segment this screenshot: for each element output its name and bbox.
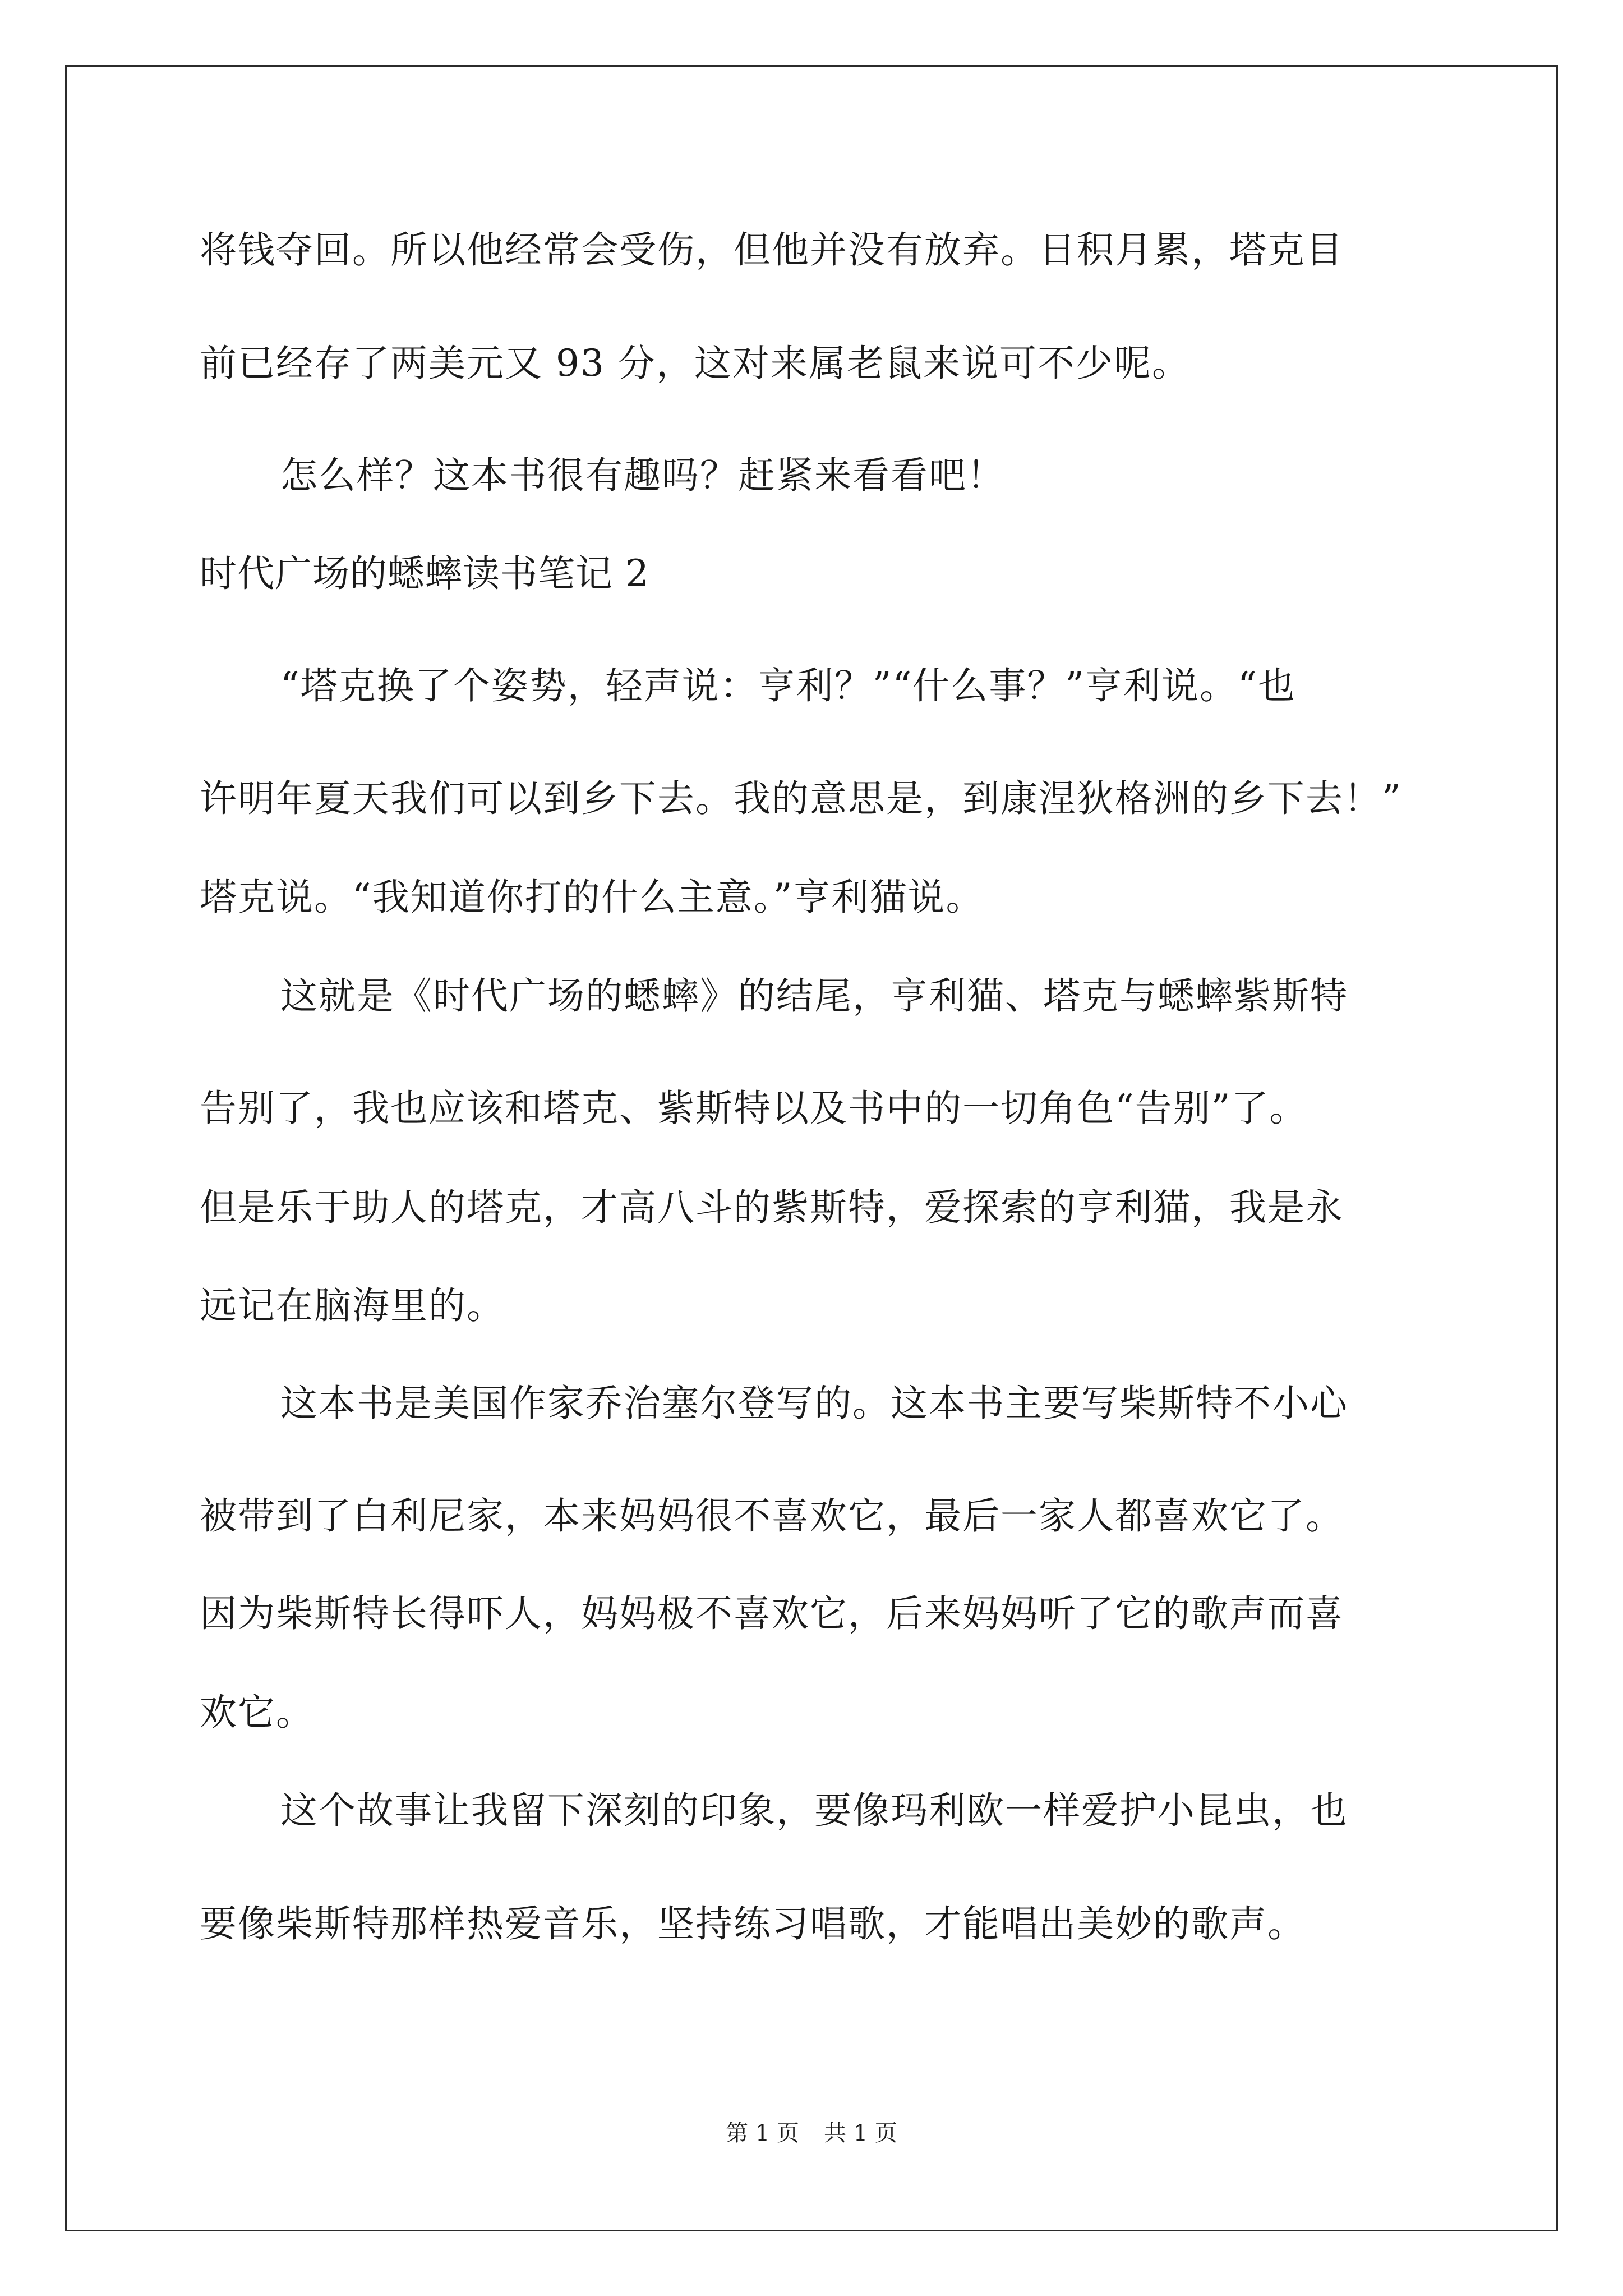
paragraph-line: 要像柴斯特那样热爱音乐，坚持练习唱歌，才能唱出美妙的歌声。 [200, 1902, 1306, 1945]
paragraph-line: 远记在脑海里的。 [200, 1284, 505, 1327]
section-heading: 时代广场的蟋蟀读书笔记 2 [200, 552, 649, 595]
paragraph-line: 这就是《时代广场的蟋蟀》的结尾，亨利猫、塔克与蟋蟀紫斯特 [280, 974, 1348, 1018]
paragraph-line: “塔克换了个姿势，轻声说：亨利？”“什么事？”亨利说。“也 [280, 664, 1296, 707]
paragraph-line: 被带到了白利尼家，本来妈妈很不喜欢它，最后一家人都喜欢它了。 [200, 1494, 1344, 1538]
paragraph-line: 欢它。 [200, 1691, 314, 1734]
paragraph-line: 许明年夏天我们可以到乡下去。我的意思是，到康涅狄格洲的乡下去！” [200, 777, 1402, 820]
paragraph-line: 前已经存了两美元又 93 分，这对来属老鼠来说可不少呢。 [200, 342, 1190, 385]
paragraph-line: 告别了，我也应该和塔克、紫斯特以及书中的一切角色“告别”了。 [200, 1087, 1308, 1130]
paragraph-line: 但是乐于助人的塔克，才高八斗的紫斯特，爱探索的亨利猫，我是永 [200, 1186, 1344, 1229]
page-number: 第 1 页 [726, 2120, 799, 2146]
paragraph-line: 将钱夺回。所以他经常会受伤，但他并没有放弃。日积月累，塔克目 [200, 228, 1344, 272]
page-total: 共 1 页 [824, 2120, 897, 2146]
page-footer [0, 2119, 1623, 2147]
paragraph-line: 这个故事让我留下深刻的印象，要像玛利欧一样爱护小昆虫，也 [280, 1789, 1348, 1832]
paragraph-line: 这本书是美国作家乔治塞尔登写的。这本书主要写柴斯特不小心 [280, 1382, 1348, 1425]
paragraph-line: 因为柴斯特长得吓人，妈妈极不喜欢它，后来妈妈听了它的歌声而喜 [200, 1592, 1344, 1635]
paragraph-line: 塔克说。“我知道你打的什么主意。”亨利猫说。 [200, 876, 984, 919]
paragraph-line: 怎么样？这本书很有趣吗？赶紧来看看吧！ [280, 454, 1005, 497]
